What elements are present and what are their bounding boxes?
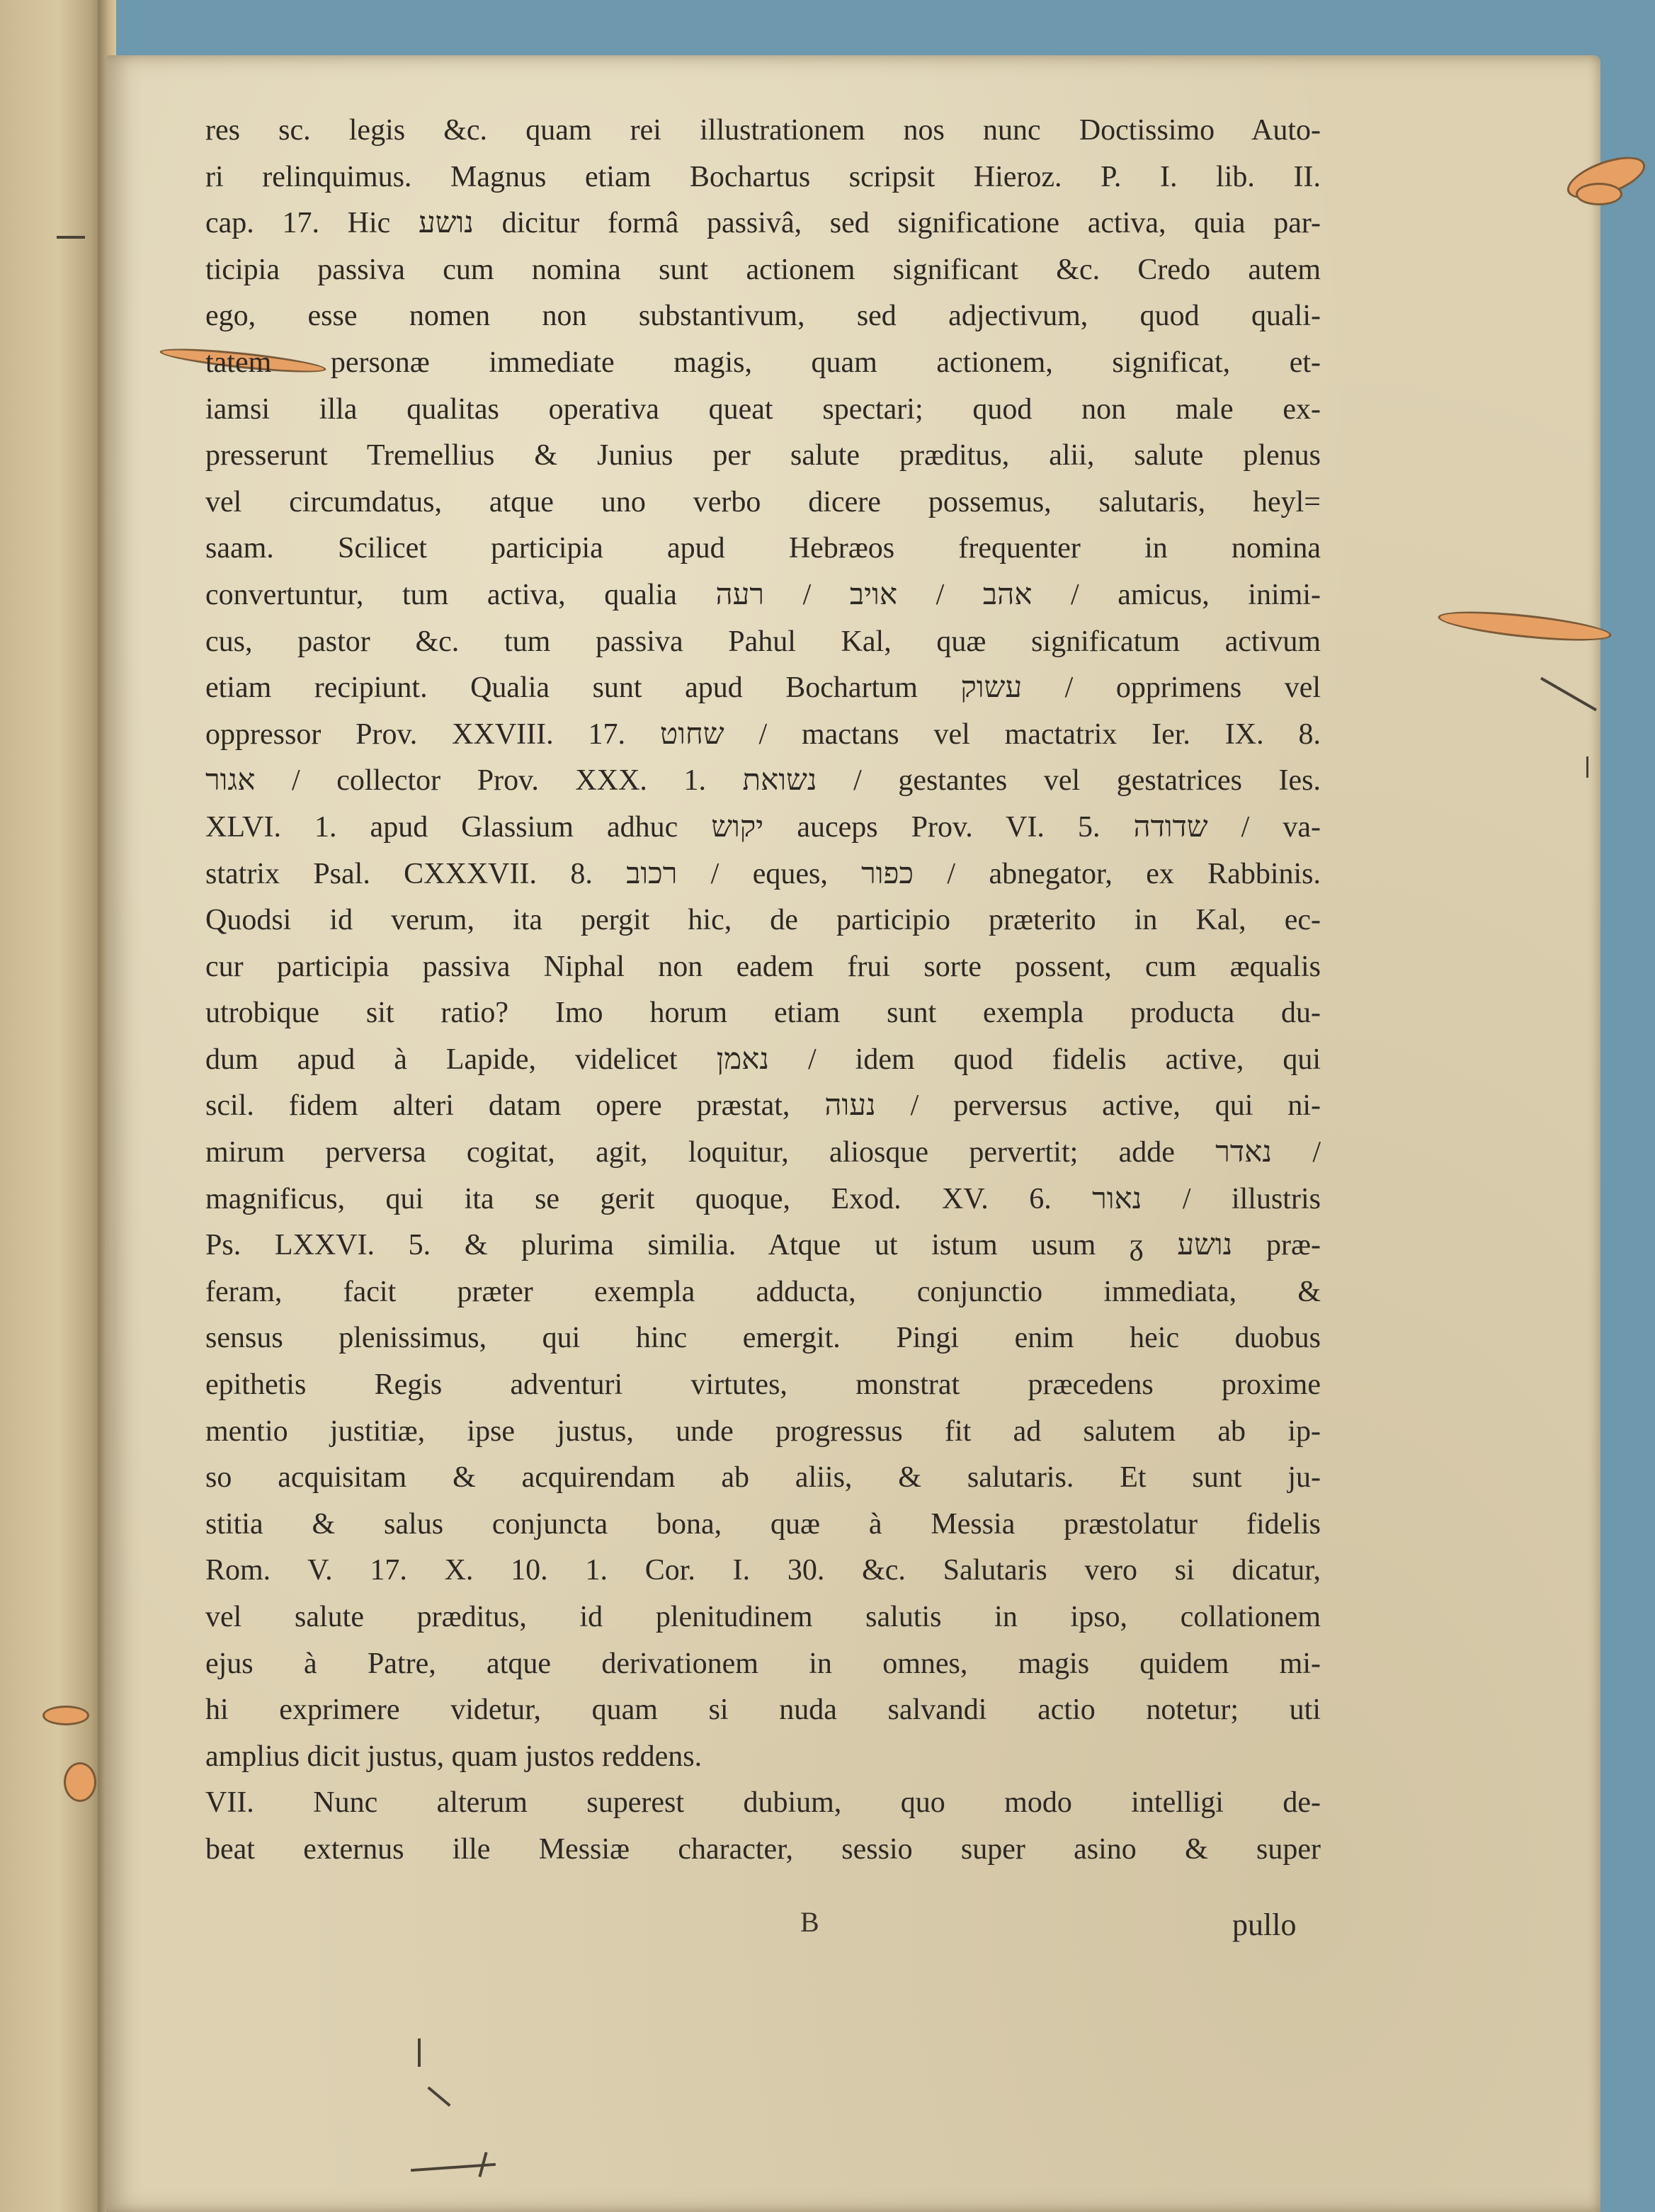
text-line: etiam recipiunt. Qualia sunt apud Bochartum עשוק / opprimens vel xyxy=(205,671,1321,705)
text-line: saam. Scilicet participia apud Hebræos frequenter in nomina xyxy=(205,532,1321,565)
signature-mark: B xyxy=(800,1906,819,1938)
text-line: oppressor Prov. XXVIII. 17. שחוט / mactans vel mactatrix Ier. IX. 8. xyxy=(205,718,1321,751)
text-line: dum apud à Lapide, videlicet נאמן / idem quod fidelis active, qui xyxy=(205,1043,1321,1076)
text-line: cur participia passiva Niphal non eadem frui sorte possent, cum æqualis xyxy=(205,950,1321,983)
text-line: ri relinquimus. Magnus etiam Bochartus scripsit Hieroz. P. I. lib. II. xyxy=(205,160,1321,193)
text-line: statrix Psal. CXXXVII. 8. רכוב / eques, כפור / abnegator, ex Rabbinis. xyxy=(205,857,1321,890)
text-line: cus, pastor &c. tum passiva Pahul Kal, quæ significatum activum xyxy=(205,625,1321,658)
text-line: amplius dicit justus, quam justos reddens. xyxy=(205,1740,703,1773)
text-line: iamsi illa qualitas operativa queat spectari; quod non male ex- xyxy=(205,392,1321,426)
text-line: ego, esse nomen non substantivum, sed adjectivum, quod quali- xyxy=(205,300,1321,333)
text-line: Quodsi id verum, ita pergit hic, de participio præterito in Kal, ec- xyxy=(205,904,1321,937)
pencil-mark xyxy=(427,2087,450,2107)
text-line: cap. 17. Hic נושע dicitur formâ passivâ, sed significatione activa, quia par- xyxy=(205,207,1321,240)
pencil-mark xyxy=(1540,677,1597,711)
text-line: sensus plenissimus, qui hinc emergit. Pingi enim heic duobus xyxy=(205,1322,1321,1355)
text-line: magnificus, qui ita se gerit quoque, Exod. XV. 6. נאור / illustris xyxy=(205,1182,1321,1215)
text-line: utrobique sit ratio? Imo horum etiam sunt exempla producta du- xyxy=(205,997,1321,1030)
damage-mark xyxy=(64,1762,96,1802)
damage-mark xyxy=(1576,183,1622,205)
text-line: stitia & salus conjuncta bona, quæ à Messia præstolatur fidelis xyxy=(205,1507,1321,1541)
pencil-mark xyxy=(57,236,85,239)
text-line: beat externus ille Messiæ character, sessio super asino & super xyxy=(205,1832,1321,1866)
pencil-mark xyxy=(1586,756,1588,778)
text-line: scil. fidem alteri datam opere præstat, נעוה / perversus active, qui ni- xyxy=(205,1089,1321,1123)
text-line: Ps. LXXVI. 5. & plurima similia. Atque ut istum usum ᵹ נושע præ- xyxy=(205,1229,1321,1262)
text-line: XLVI. 1. apud Glassium adhuc יקוש auceps Prov. VI. 5. שדודה / va- xyxy=(205,810,1321,844)
text-line: ejus à Patre, atque derivationem in omnes, magis quidem mi- xyxy=(205,1647,1321,1680)
text-line: presserunt Tremellius & Junius per salute præditus, alii, salute plenus xyxy=(205,439,1321,472)
text-line: אגור / collector Prov. XXX. 1. נשואת / gestantes vel gestatrices Ies. xyxy=(205,764,1321,798)
text-line: vel salute præditus, id plenitudinem salutis in ipso, collationem xyxy=(205,1601,1321,1633)
pencil-mark xyxy=(418,2038,421,2067)
damage-mark xyxy=(1437,606,1613,647)
text-line: ticipia passiva cum nomina sunt actionem significant &c. Credo autem xyxy=(205,253,1321,286)
text-line: res sc. legis &c. quam rei illustrationem nos nunc Doctissimo Auto- xyxy=(205,114,1321,147)
left-facing-page xyxy=(0,0,106,2212)
text-line: epithetis Regis adventuri virtutes, monstrat præcedens proxime xyxy=(205,1368,1321,1402)
text-line: Rom. V. 17. X. 10. 1. Cor. I. 30. &c. Salutaris vero si dicatur, xyxy=(205,1554,1321,1587)
text-line: hi exprimere videtur, quam si nuda salvandi actio notetur; uti xyxy=(205,1694,1321,1727)
text-line: feram, facit præter exempla adducta, conjunctio immediata, & xyxy=(205,1275,1321,1308)
text-line: vel circumdatus, atque uno verbo dicere possemus, salutaris, heyl= xyxy=(205,485,1321,518)
page-body-text xyxy=(205,108,1321,1873)
text-line: convertuntur, tum activa, qualia אהב / אויב / רעה / amicus, inimi- xyxy=(205,578,1321,611)
text-line: mirum perversa cogitat, agit, loquitur, aliosque pervertit; adde נאדר / xyxy=(205,1136,1321,1169)
text-line: so acquisitam & acquirendam ab aliis, & salutaris. Et sunt ju- xyxy=(205,1461,1321,1494)
catchword: pullo xyxy=(1232,1907,1297,1942)
damage-mark xyxy=(42,1706,89,1725)
text-line: mentio justitiæ, ipse justus, unde progressus fit ad salutem ab ip- xyxy=(205,1414,1321,1448)
text-line: VII. Nunc alterum superest dubium, quo modo intelligi de- xyxy=(205,1786,1321,1820)
text-line: tatem personæ immediate magis, quam actionem, significat, et- xyxy=(205,346,1321,379)
